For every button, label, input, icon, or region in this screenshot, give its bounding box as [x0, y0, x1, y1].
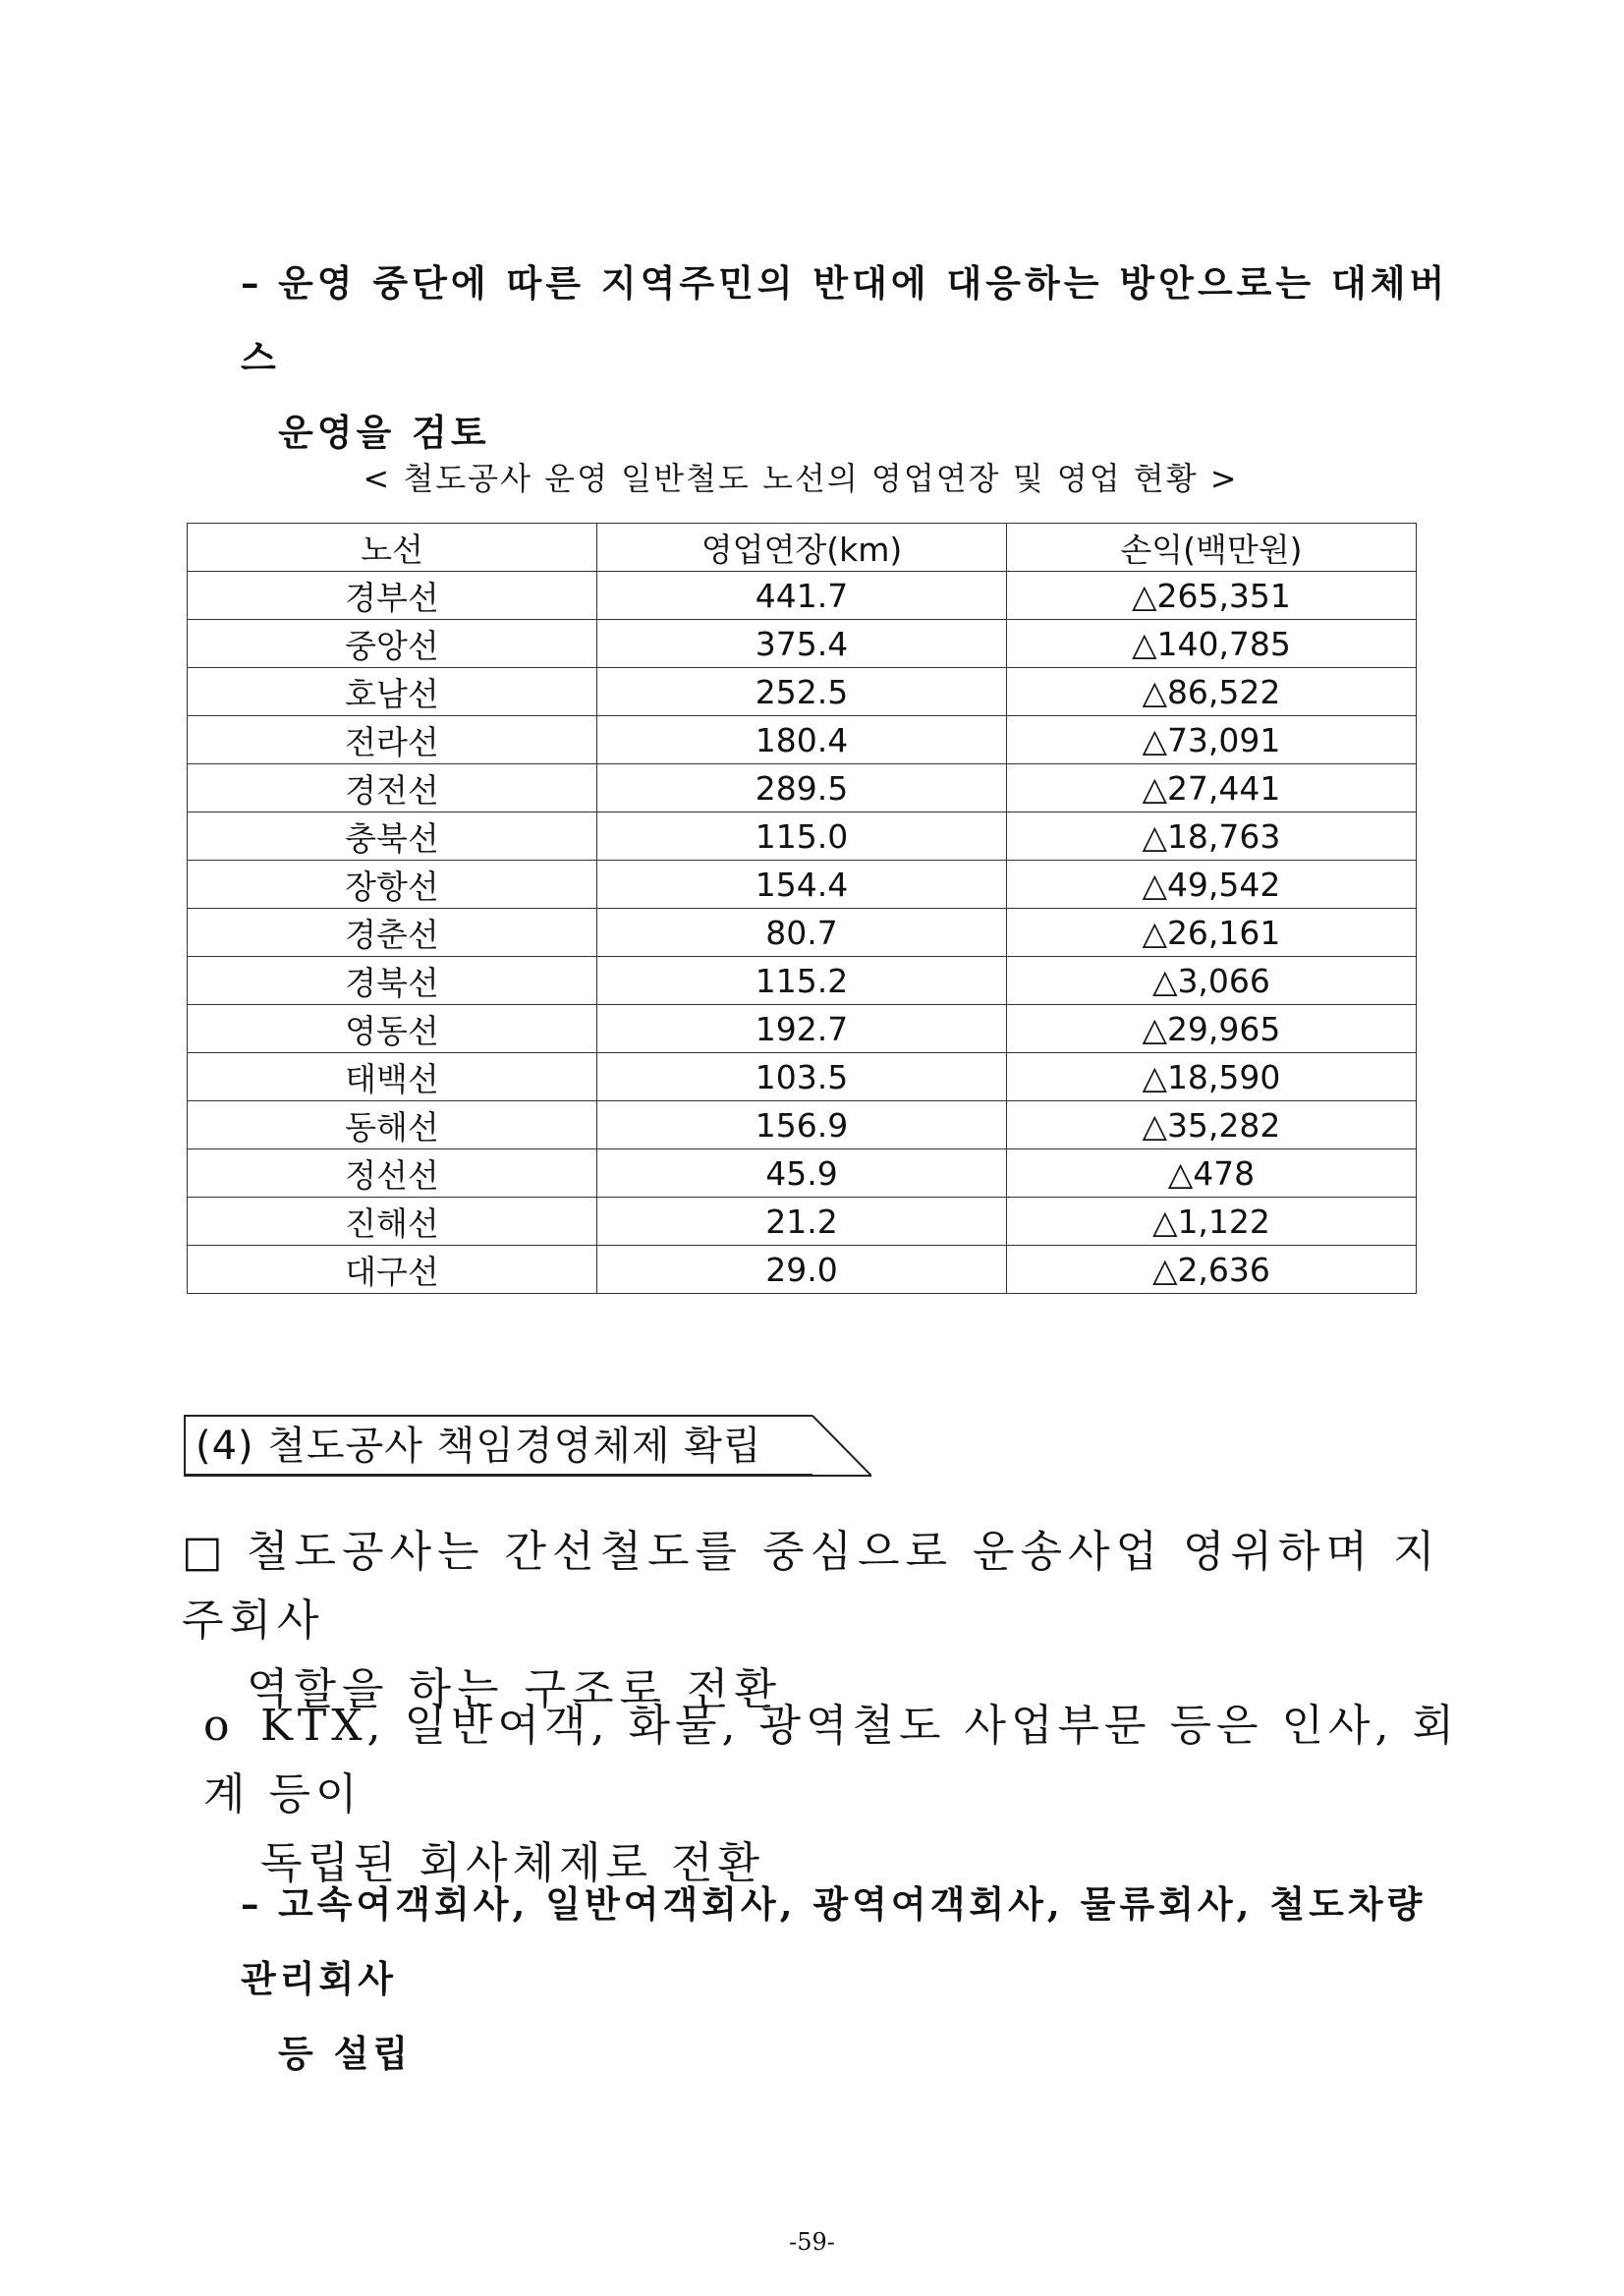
cell-profit-loss: △49,542	[1007, 861, 1417, 909]
cell-profit-loss: △18,590	[1007, 1053, 1417, 1101]
cell-length: 80.7	[597, 909, 1007, 957]
table-caption: < 철도공사 운영 일반철도 노선의 영업연장 및 영업 현황 >	[363, 460, 1239, 497]
cell-length: 29.0	[597, 1246, 1007, 1294]
cell-length: 45.9	[597, 1149, 1007, 1198]
page-number: -59-	[789, 2228, 835, 2256]
table-row	[188, 572, 1417, 620]
cell-profit-loss: △86,522	[1007, 668, 1417, 716]
cell-profit-loss: △3,066	[1007, 957, 1417, 1005]
cell-line-name: 전라선	[188, 716, 597, 764]
cell-line-name: 대구선	[188, 1246, 597, 1294]
circle-bullet-icon: o	[203, 1701, 235, 1751]
header-profit-loss: 손익(백만원)	[1007, 524, 1417, 572]
cell-line-name: 정선선	[188, 1149, 597, 1198]
cell-length: 441.7	[597, 572, 1007, 620]
table-row	[188, 957, 1417, 1005]
circle-line-1: KTX, 일반여객, 화물, 광역철도 사업부문 등은 인사, 회계 등이	[203, 1701, 1459, 1820]
cell-profit-loss: △27,441	[1007, 764, 1417, 812]
cell-line-name: 경전선	[188, 764, 597, 812]
cell-profit-loss: △265,351	[1007, 572, 1417, 620]
cell-length: 289.5	[597, 764, 1007, 812]
square-line-1: 철도공사는 간선철도를 중심으로 운송사업 영위하며 지주회사	[182, 1527, 1441, 1646]
dash-line-2: 운영을 검토	[278, 411, 490, 454]
table-row	[188, 861, 1417, 909]
cell-profit-loss: △2,636	[1007, 1246, 1417, 1294]
dash-line-2: 등 설립	[278, 2032, 413, 2075]
cell-profit-loss: △26,161	[1007, 909, 1417, 957]
square-bullet-icon: □	[182, 1527, 229, 1577]
table-row	[188, 812, 1417, 861]
cell-line-name: 영동선	[188, 1005, 597, 1053]
cell-length: 103.5	[597, 1053, 1007, 1101]
cell-length: 115.2	[597, 957, 1007, 1005]
section-heading	[184, 1415, 871, 1480]
cell-line-name: 진해선	[188, 1198, 597, 1246]
square-line-2: 역할을 하는 구조로 전환	[247, 1664, 782, 1714]
cell-line-name: 호남선	[188, 668, 597, 716]
section-heading-text: (4) 철도공사 책임경영체제 확립	[184, 1415, 812, 1476]
railway-lines-table	[187, 523, 1417, 1294]
cell-line-name: 동해선	[188, 1101, 597, 1149]
cell-profit-loss: △478	[1007, 1149, 1417, 1198]
cell-length: 192.7	[597, 1005, 1007, 1053]
header-length: 영업연장(km)	[597, 524, 1007, 572]
table-body	[188, 572, 1417, 1294]
cell-profit-loss: △35,282	[1007, 1101, 1417, 1149]
cell-line-name: 장항선	[188, 861, 597, 909]
table-row	[188, 668, 1417, 716]
cell-length: 375.4	[597, 620, 1007, 668]
dash-line-1: 고속여객회사, 일반여객회사, 광역여객회사, 물류회사, 철도차량관리회사	[241, 1882, 1427, 2000]
cell-length: 252.5	[597, 668, 1007, 716]
table-row	[188, 1053, 1417, 1101]
table-row	[188, 1149, 1417, 1198]
cell-profit-loss: △73,091	[1007, 716, 1417, 764]
table-row	[188, 909, 1417, 957]
table-row	[188, 1101, 1417, 1149]
cell-length: 154.4	[597, 861, 1007, 909]
dash-marker: –	[241, 1882, 263, 1926]
table-row	[188, 1005, 1417, 1053]
cell-length: 180.4	[597, 716, 1007, 764]
header-line: 노선	[188, 524, 597, 572]
circle-line-2: 독립된 회사체제로 전환	[260, 1838, 765, 1888]
cell-line-name: 경춘선	[188, 909, 597, 957]
cell-length: 21.2	[597, 1198, 1007, 1246]
cell-line-name: 중앙선	[188, 620, 597, 668]
cell-line-name: 경부선	[188, 572, 597, 620]
cell-profit-loss: △1,122	[1007, 1198, 1417, 1246]
table-row	[188, 1246, 1417, 1294]
dash-line-1: 운영 중단에 따른 지역주민의 반대에 대응하는 방안으로는 대체버스	[241, 261, 1449, 379]
table-header-row	[188, 524, 1417, 572]
table-row	[188, 764, 1417, 812]
cell-profit-loss: △140,785	[1007, 620, 1417, 668]
table-row	[188, 716, 1417, 764]
table-row	[188, 620, 1417, 668]
cell-profit-loss: △29,965	[1007, 1005, 1417, 1053]
cell-line-name: 충북선	[188, 812, 597, 861]
table-row	[188, 1198, 1417, 1246]
cell-line-name: 경북선	[188, 957, 597, 1005]
dash-marker: –	[241, 261, 263, 305]
cell-length: 115.0	[597, 812, 1007, 861]
cell-profit-loss: △18,763	[1007, 812, 1417, 861]
dash-paragraph-companies	[241, 1867, 1459, 2091]
cell-line-name: 태백선	[188, 1053, 597, 1101]
cell-length: 156.9	[597, 1101, 1007, 1149]
dash-paragraph-bus-alternative	[241, 246, 1459, 470]
